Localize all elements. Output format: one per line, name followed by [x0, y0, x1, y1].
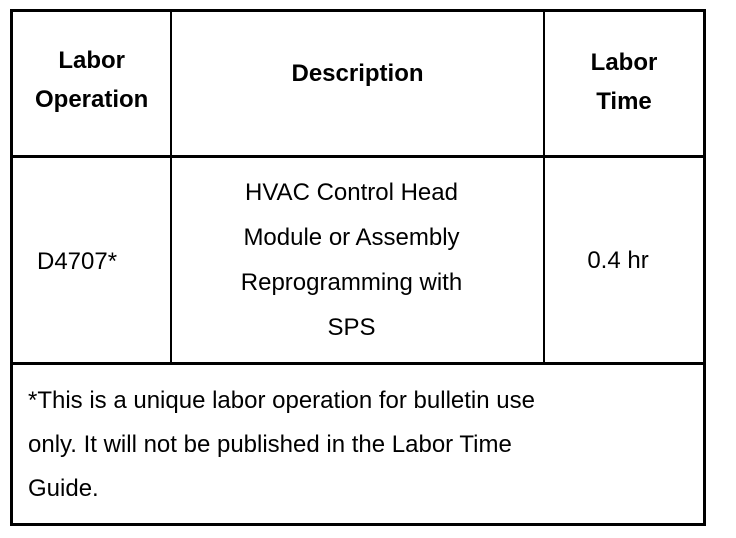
footnote — [13, 365, 703, 523]
description-line-2: Module or Assembly — [243, 224, 460, 251]
footnote-line-3: Guide. — [28, 475, 99, 502]
header-labor-time-line-1: Labor — [590, 48, 658, 76]
labor-operation-table — [10, 9, 706, 526]
cell-description — [172, 158, 543, 362]
header-labor-time-line-2: Time — [596, 87, 652, 115]
header-labor-operation-line-1: Labor — [58, 46, 125, 74]
description-line-3: Reprogramming with — [240, 269, 463, 296]
labor-time-value: 0.4 hr — [587, 246, 649, 274]
header-description-label: Description — [291, 60, 424, 87]
description-line-4: SPS — [327, 314, 376, 341]
description-line-1: HVAC Control Head — [245, 179, 458, 206]
cell-labor-operation — [13, 158, 170, 362]
header-labor-operation — [13, 12, 170, 155]
cell-labor-time — [545, 158, 703, 362]
footnote-line-1: *This is a unique labor operation for bulletin use — [28, 387, 535, 414]
footnote-line-2: only. It will not be published in the Labor Time — [28, 431, 512, 458]
labor-operation-code: D4707* — [37, 247, 118, 275]
header-description — [172, 12, 543, 155]
header-labor-time — [545, 12, 703, 155]
header-labor-operation-line-2: Operation — [35, 85, 149, 113]
